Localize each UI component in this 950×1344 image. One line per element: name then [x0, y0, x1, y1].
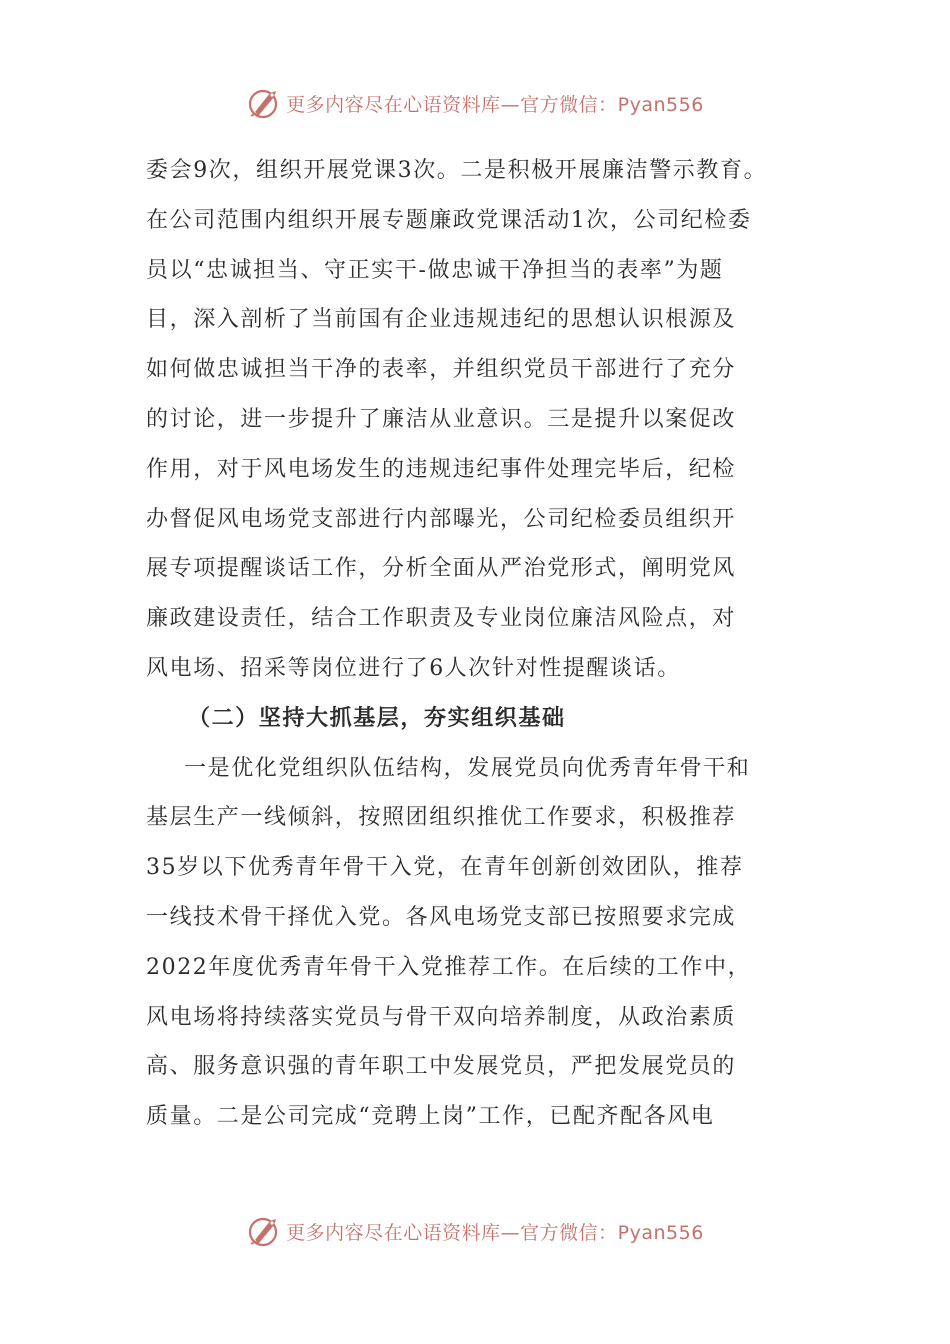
body-line: 风电场将持续落实党员与骨干双向培养制度，从政治素质: [146, 1004, 737, 1030]
body-line: 高、服务意识强的青年职工中发展党员，严把发展党员的: [146, 1054, 737, 1080]
section-heading: （二）坚持大抓基层，夯实组织基础: [188, 704, 566, 731]
body-line: 基层生产一线倾斜，按照团组织推优工作要求，积极推荐: [146, 805, 737, 831]
body-line: 一线技术骨干择优入党。各风电场党支部已按照要求完成: [146, 904, 737, 930]
pen-nib-circle-icon: [246, 1213, 282, 1249]
body-line: 的讨论，进一步提升了廉洁从业意识。三是提升以案促改: [146, 406, 737, 432]
body-line: 35岁以下优秀青年骨干入党，在青年创新创效团队，推荐: [146, 855, 744, 881]
pen-nib-circle-icon: [246, 85, 282, 121]
body-line: 作用，对于风电场发生的违规违纪事件处理完毕后，纪检: [146, 456, 737, 482]
header-banner: [0, 83, 950, 123]
body-line: 目，深入剖析了当前国有企业违规违纪的思想认识根源及: [146, 307, 737, 333]
body-line: 一是优化党组织队伍结构，发展党员向优秀青年骨干和: [184, 755, 751, 781]
body-line: 委会9次，组织开展党课3次。二是积极开展廉洁警示教育。: [146, 158, 768, 183]
body-line: 质量。二是公司完成“竞聘上岗”工作，已配齐配各风电: [146, 1104, 715, 1130]
body-line: 展专项提醒谈话工作，分析全面从严治党形式，阐明党风: [146, 556, 737, 582]
body-line: 办督促风电场党支部进行内部曝光，公司纪检委员组织开: [146, 506, 737, 532]
footer-banner: [0, 1211, 950, 1251]
body-line: 廉政建设责任，结合工作职责及专业岗位廉洁风险点，对: [146, 606, 737, 632]
body-line: 风电场、招采等岗位进行了6人次针对性提醒谈话。: [146, 655, 681, 681]
document-body: [146, 146, 846, 1142]
footer-banner-text: 更多内容尽在心语资料库—官方微信：Pyan556: [286, 1221, 704, 1244]
body-line: 在公司范围内组织开展专题廉政党课活动1次，公司纪检委: [146, 207, 752, 233]
header-banner-text: 更多内容尽在心语资料库—官方微信：Pyan556: [286, 93, 704, 116]
body-line: 2022年度优秀青年骨干入党推荐工作。在后续的工作中，: [146, 954, 752, 980]
body-line: 员以“忠诚担当、守正实干-做忠诚干净担当的表率”为题: [146, 257, 724, 283]
body-line: 如何做忠诚担当干净的表率，并组织党员干部进行了充分: [146, 357, 737, 383]
